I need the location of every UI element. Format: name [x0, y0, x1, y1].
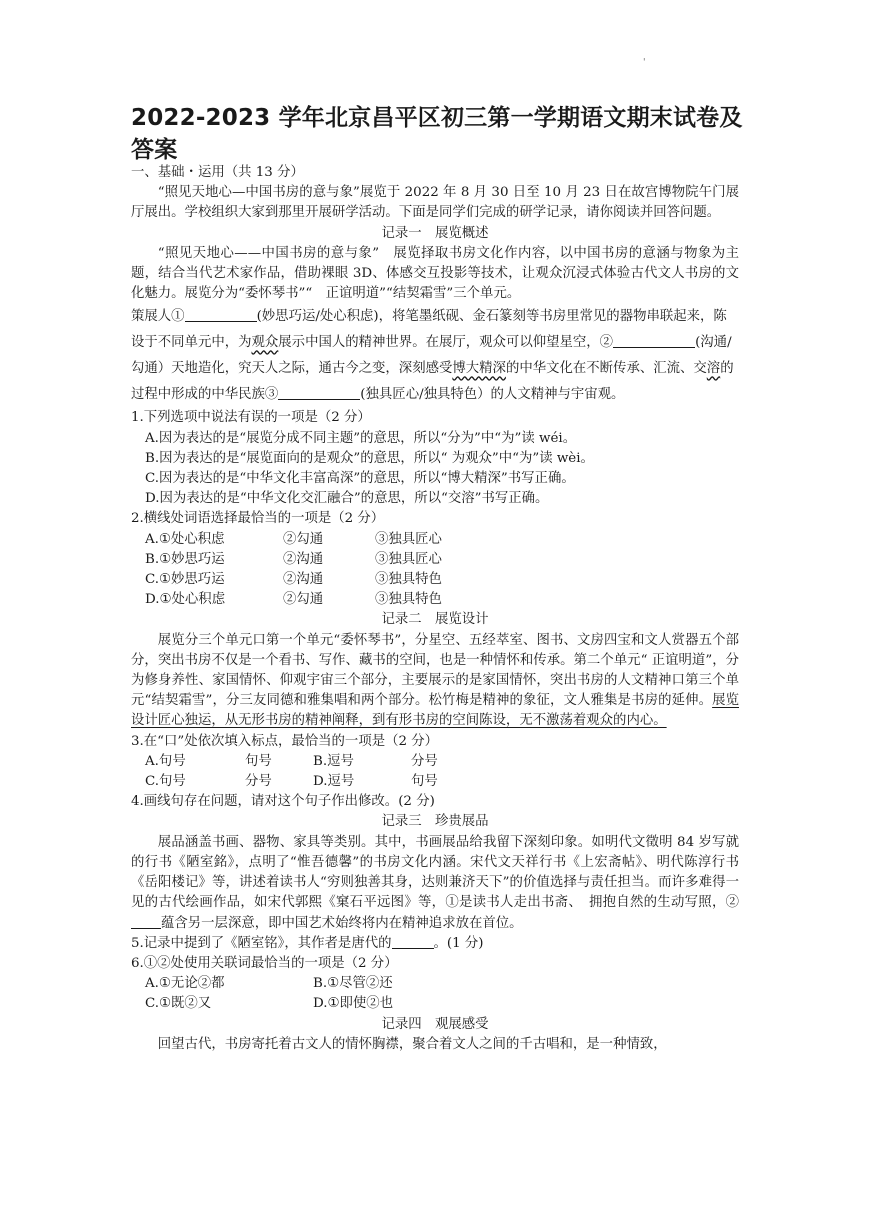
question-1-option: A.因为表达的是“展览分成不同主题”的意思，所以“分为”中“为”读 wéi。 — [145, 430, 577, 446]
question-1-option: D.因为表达的是“中华文化交汇融合”的意思，所以“交溶”书写正确。 — [145, 491, 549, 507]
question-6-stem: 6.①②处使用关联词最恰当的一项是（2 分） — [131, 955, 398, 971]
record1-paragraph-blanks: 策展人① (妙思巧运/处心积虑)，将笔墨纸砚、金石篆刻等书房里常见的器物串联起来，陈设于不同单元中，为观众展示中国人的精神世界。在展厅，观众可以仰望星空，② (沟通/勾通）天地造化，究天人之际，通古今之变，深刻感受博大精深的中华文化在不断传承、汇流、交溶的过程中形成的中华民族③ (独具匠心/独具特色）的人文精神与宇宙观。 — [131, 309, 734, 403]
blank-3 — [278, 385, 360, 400]
question-2-option-row: D.①处心积虑 ②勾通 ③独具特色 — [145, 592, 442, 608]
record2-heading: 记录二 展览设计 — [381, 612, 489, 628]
question-2-option-row: B.①妙思巧运 ②沟通 ③独具匠心 — [145, 551, 442, 567]
question-3-option-row: A.句号 句号 B.逗号 分号 — [145, 753, 438, 769]
record4-paragraph: 回望古代，书房寄托着古文人的情怀胸襟，聚合着文人之间的千古唱和，是一种情致， — [157, 1036, 667, 1052]
exam-content — [131, 163, 739, 1055]
blank-4 — [131, 914, 161, 929]
record4-heading: 记录四 观展感受 — [381, 1016, 489, 1032]
intro-paragraph: “照见天地心—中国书房的意与象”展览于 2022 年 8 月 30 日至 10 月 23 日在故宫博物院午门展厅展出。学校组织大家到那里开展研学活动。下面是同学们完成的研学记录，请你阅读并回答问题。 — [131, 185, 739, 221]
record2-paragraph: 展览分三个单元口第一个单元“委怀琴书”，分星空、五经萃室、图书、文房四宝和文人赏器五个部分，突出书房不仅是一个看书、写作、藏书的空间，也是一种情怀和传承。第二个单元“ 正谊明道”，分为修身养性、家国情怀、仰观宇宙三个部分，主要展示的是家国情怀，突出书房的人文精神口第三个单元“结契霜雪”，分三友同德和雅集唱和两个部分。松竹梅是精神的象征，文人雅集是书房的延伸。展览设计匠心独运，从无形书房的精神阐释，到有形书房的空间陈设，无不激荡着观众的内心。 — [131, 632, 739, 729]
question-6-option-row: C.①既②又 D.①即使②也 — [145, 996, 394, 1012]
question-2-stem: 2.横线处词语选择最恰当的一项是（2 分） — [131, 511, 385, 527]
question-2-option-row: A.①处心积虑 ②勾通 ③独具匠心 — [145, 531, 442, 547]
record3-paragraph: 展品涵盖书画、器物、家具等类别。其中，书画展品给我留下深刻印象。如明代文徵明 84 岁写就的行书《陋室銘》，点明了“惟吾德馨”的书房文化内涵。宋代文天祥行书《上宏斋帖》、明代陈淳行书《岳阳楼记》等，讲述着读书人“穷则独善其身，达则兼济天下”的价值选择与责任担当。而许多难得一见的古代绘画作品，如宋代郭熙《窠石平远图》等，①是读书人走出书斋、 拥抱自然的生动写照，②蕴含另一层深意，即中国艺术始终将内在精神追求放在首位。 — [131, 834, 739, 931]
question-2-option-row: C.①妙思巧运 ②沟通 ③独具特色 — [145, 572, 442, 588]
question-1-stem: 1.下列选项中说法有误的一项是（2 分） — [131, 410, 371, 426]
question-1-option: C.因为表达的是“中华文化丰富高深”的意思，所以“博大精深”书写正确。 — [145, 471, 575, 487]
header-mark: ' — [643, 58, 646, 68]
question-1-option: B.因为表达的是“展览面向的是观众”的意思，所以“ 为观众”中“为”读 wèi。 — [145, 450, 594, 466]
document-title: 2022-2023 学年北京昌平区初三第一学期语文期末试卷及答案 — [131, 105, 743, 163]
question-5-stem: 5.记录中提到了《陋室铭》，其作者是唐代的 。(1 分) — [131, 935, 484, 951]
blank-2 — [613, 333, 695, 348]
record1-paragraph: “照见天地心——中国书房的意与象” 展览择取书房文化作内容，以中国书房的意涵与物象为主题，结合当代艺术家作品，借助裸眼 3D、体感交互投影等技术，让观众沉浸式体验古代文人书房的文化魅力。展览分为“委怀琴书”“ 正谊明道”“结契霜雪”三个单元。 — [131, 245, 739, 302]
question-6-option-row: A.①无论②都 B.①尽管②还 — [145, 976, 393, 992]
question-4-stem: 4.画线句存在问题，请对这个句子作出修改。(2 分) — [131, 794, 435, 810]
record3-heading: 记录三 珍贵展品 — [381, 814, 489, 830]
question-3-option-row: C.句号 分号 D.逗号 句号 — [145, 774, 438, 790]
question-3-stem: 3.在“口”处依次填入标点，最恰当的一项是（2 分） — [131, 733, 439, 749]
blank-5 — [392, 934, 434, 949]
underlined-sentence: 展览设计匠心独运，从无形书房的精神阐释，到有形书房的空间陈设，无不激荡着观众的内心。 — [131, 693, 739, 729]
record1-heading: 记录一 展览概述 — [381, 225, 489, 241]
section-heading: 一、基础・运用（共 13 分） — [131, 165, 304, 180]
blank-1 — [185, 307, 257, 322]
